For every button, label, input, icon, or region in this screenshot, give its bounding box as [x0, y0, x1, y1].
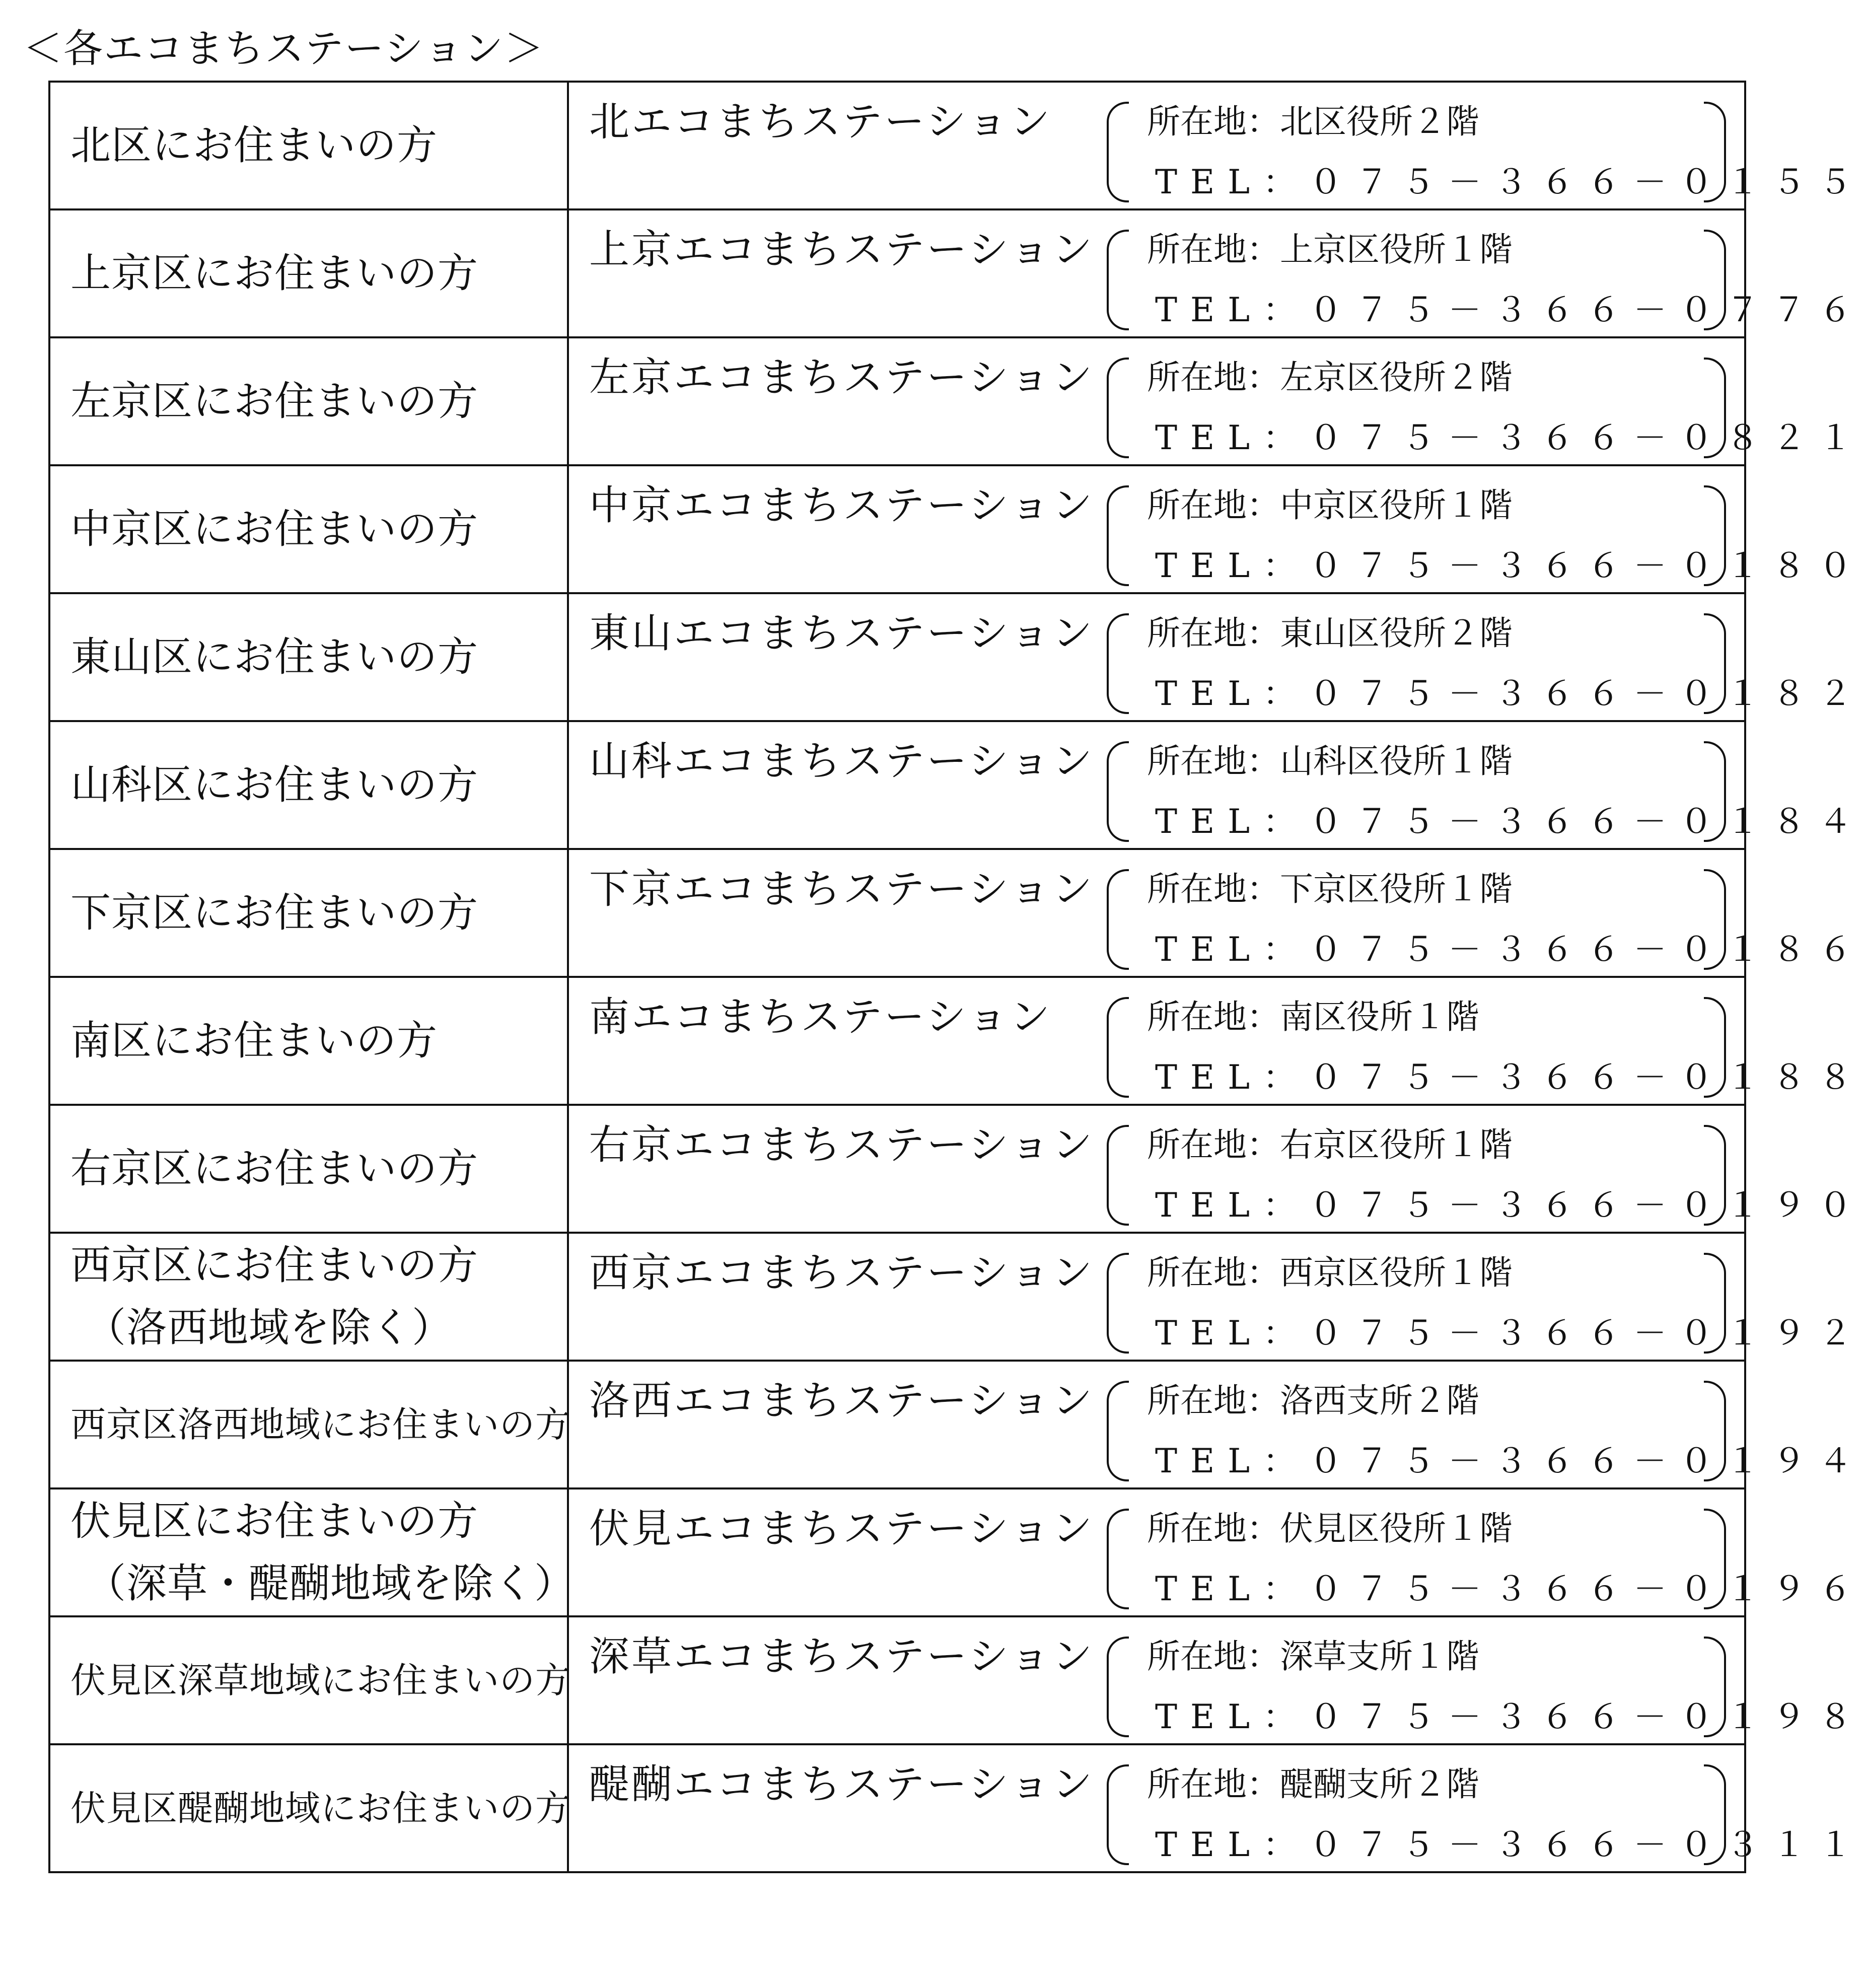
station-name: 右京エコまちステーション: [589, 1121, 1095, 1168]
area-cell: [49, 82, 568, 209]
area-cell: [49, 593, 568, 721]
area-label: [70, 1234, 567, 1359]
table-row: [49, 82, 1745, 209]
station-info: [1107, 1125, 1865, 1226]
phone-text: TEL：０７５－３６６－０１８８: [1155, 1058, 1865, 1097]
station-cell: [568, 337, 1865, 465]
phone-text: TEL：０７５－３６６－０１８０: [1155, 546, 1865, 585]
area-label: 西京区洛西地域にお住まいの方: [70, 1404, 571, 1445]
station-cell: [568, 209, 1865, 337]
station-cell: [568, 593, 1865, 721]
area-cell: [49, 1616, 571, 1744]
area-label-note: （深草・醍醐地域を除く）: [86, 1560, 575, 1607]
left-bracket: [1107, 741, 1129, 842]
table-row: [49, 465, 1745, 593]
left-bracket: [1107, 1381, 1129, 1481]
table-row: [49, 849, 1745, 977]
station-info: [1107, 358, 1865, 458]
left-bracket: [1107, 1253, 1129, 1354]
station-info: [1107, 230, 1865, 330]
location-text: 所在地：下京区役所１階: [1147, 870, 1513, 908]
left-bracket: [1107, 997, 1129, 1098]
station-name: 洛西エコまちステーション: [589, 1377, 1095, 1424]
station-name: 下京エコまちステーション: [589, 866, 1095, 912]
phone-text: TEL：０７５－３６６－０８２１: [1155, 418, 1865, 457]
station-info: [1107, 1764, 1865, 1865]
location-text: 所在地：西京区役所１階: [1147, 1253, 1513, 1292]
table-row: [49, 1361, 1745, 1488]
area-label: 山科区にお住まいの方: [70, 761, 478, 808]
area-label: 中京区にお住まいの方: [70, 506, 478, 552]
area-cell: [49, 1488, 575, 1616]
station-name: 上京エコまちステーション: [589, 226, 1095, 273]
page-title: ＜各エコまちステーション＞: [23, 26, 545, 72]
station-cell: [568, 849, 1865, 977]
table-row: [49, 1744, 1745, 1872]
station-info: [1107, 613, 1865, 714]
phone-text: TEL：０７５－３６６－０１８２: [1155, 674, 1865, 713]
station-name: 深草エコまちステーション: [589, 1633, 1095, 1680]
phone-text: TEL：０７５－３６６－０７７６: [1155, 291, 1865, 329]
area-label: 右京区にお住まいの方: [70, 1145, 478, 1192]
area-label: 伏見区深草地域にお住まいの方: [70, 1660, 571, 1701]
station-info: [1107, 1253, 1865, 1354]
area-label: 南区にお住まいの方: [70, 1017, 438, 1064]
area-cell: [49, 1233, 568, 1361]
area-label-main: 西京区にお住まいの方: [70, 1242, 478, 1289]
station-name: 左京エコまちステーション: [589, 354, 1095, 401]
location-text: 所在地：左京区役所２階: [1147, 358, 1513, 397]
area-label: [70, 1490, 575, 1615]
location-text: 所在地：深草支所１階: [1147, 1637, 1479, 1676]
area-label: 北区にお住まいの方: [70, 122, 438, 169]
area-cell: [49, 1744, 571, 1872]
location-text: 所在地：洛西支所２階: [1147, 1381, 1479, 1420]
location-text: 所在地：醍醐支所２階: [1147, 1765, 1479, 1804]
phone-text: TEL：０７５－３６６－０１８６: [1155, 930, 1865, 969]
station-info: [1107, 741, 1865, 842]
station-name: 南エコまちステーション: [589, 993, 1052, 1040]
location-text: 所在地：南区役所１階: [1147, 998, 1479, 1036]
left-bracket: [1107, 102, 1129, 202]
location-text: 所在地：右京区役所１階: [1147, 1125, 1513, 1164]
station-cell: [568, 1233, 1865, 1361]
area-cell: [49, 1105, 568, 1233]
left-bracket: [1107, 869, 1129, 970]
station-cell: [568, 1361, 1865, 1488]
station-cell: [568, 1744, 1865, 1872]
station-name: 西京エコまちステーション: [589, 1249, 1095, 1296]
phone-text: TEL：０７５－３６６－０１９８: [1155, 1697, 1865, 1736]
station-name: 北エコまちステーション: [589, 98, 1052, 145]
station-info: [1107, 997, 1865, 1098]
table-row: [49, 209, 1745, 337]
area-label: 上京区にお住まいの方: [70, 250, 478, 297]
station-cell: [568, 721, 1865, 849]
table-row: [49, 1488, 1745, 1616]
phone-text: TEL：０７５－３６６－０１９４: [1155, 1442, 1865, 1480]
table-row: [49, 593, 1745, 721]
phone-text: TEL：０７５－３６６－０１９０: [1155, 1186, 1865, 1225]
location-text: 所在地：上京区役所１階: [1147, 230, 1513, 269]
area-cell: [49, 977, 568, 1105]
location-text: 所在地：北区役所２階: [1147, 102, 1479, 141]
area-cell: [49, 1361, 571, 1488]
area-label-note: （洛西地域を除く）: [86, 1304, 453, 1351]
phone-text: TEL：０７５－３６６－０１８４: [1155, 802, 1865, 841]
station-info: [1107, 102, 1865, 202]
phone-text: TEL：０７５－３６６－０１９２: [1155, 1314, 1865, 1353]
table-row: [49, 1233, 1745, 1361]
station-name: 伏見エコまちステーション: [589, 1505, 1095, 1552]
station-info: [1107, 1381, 1865, 1481]
phone-text: TEL：０７５－３６６－０１５５: [1155, 163, 1865, 201]
station-cell: [568, 977, 1865, 1105]
area-cell: [49, 849, 568, 977]
left-bracket: [1107, 1509, 1129, 1609]
left-bracket: [1107, 613, 1129, 714]
left-bracket: [1107, 230, 1129, 330]
area-label: 伏見区醍醐地域にお住まいの方: [70, 1788, 571, 1829]
area-label: 左京区にお住まいの方: [70, 378, 478, 424]
phone-text: TEL：０７５－３６６－０１９６: [1155, 1570, 1865, 1608]
station-cell: [568, 465, 1865, 593]
area-label: 東山区にお住まいの方: [70, 633, 478, 680]
station-name: 東山エコまちステーション: [589, 610, 1095, 657]
area-cell: [49, 721, 568, 849]
station-cell: [568, 82, 1865, 209]
left-bracket: [1107, 358, 1129, 458]
table-row: [49, 721, 1745, 849]
station-info: [1107, 485, 1865, 586]
table-row: [49, 977, 1745, 1105]
phone-text: TEL：０７５－３６６－０３１１: [1155, 1825, 1865, 1864]
station-name: 山科エコまちステーション: [589, 738, 1095, 785]
station-info: [1107, 1509, 1865, 1609]
location-text: 所在地：東山区役所２階: [1147, 614, 1513, 653]
station-info: [1107, 1637, 1865, 1737]
table-row: [49, 337, 1745, 465]
station-table: [48, 81, 1865, 1873]
table-row: [49, 1616, 1745, 1744]
station-info: [1107, 869, 1865, 970]
location-text: 所在地：山科区役所１階: [1147, 742, 1513, 780]
station-name: 中京エコまちステーション: [589, 482, 1095, 529]
left-bracket: [1107, 1637, 1129, 1737]
area-cell: [49, 337, 568, 465]
area-label-main: 伏見区にお住まいの方: [70, 1498, 478, 1544]
station-cell: [568, 1105, 1865, 1233]
area-label: 下京区にお住まいの方: [70, 889, 478, 936]
left-bracket: [1107, 485, 1129, 586]
station-cell: [568, 1616, 1865, 1744]
left-bracket: [1107, 1125, 1129, 1226]
station-cell: [568, 1488, 1865, 1616]
station-name: 醍醐エコまちステーション: [589, 1761, 1095, 1808]
area-cell: [49, 209, 568, 337]
left-bracket: [1107, 1764, 1129, 1865]
location-text: 所在地：中京区役所１階: [1147, 486, 1513, 525]
area-cell: [49, 465, 568, 593]
table-row: [49, 1105, 1745, 1233]
location-text: 所在地：伏見区役所１階: [1147, 1509, 1513, 1548]
